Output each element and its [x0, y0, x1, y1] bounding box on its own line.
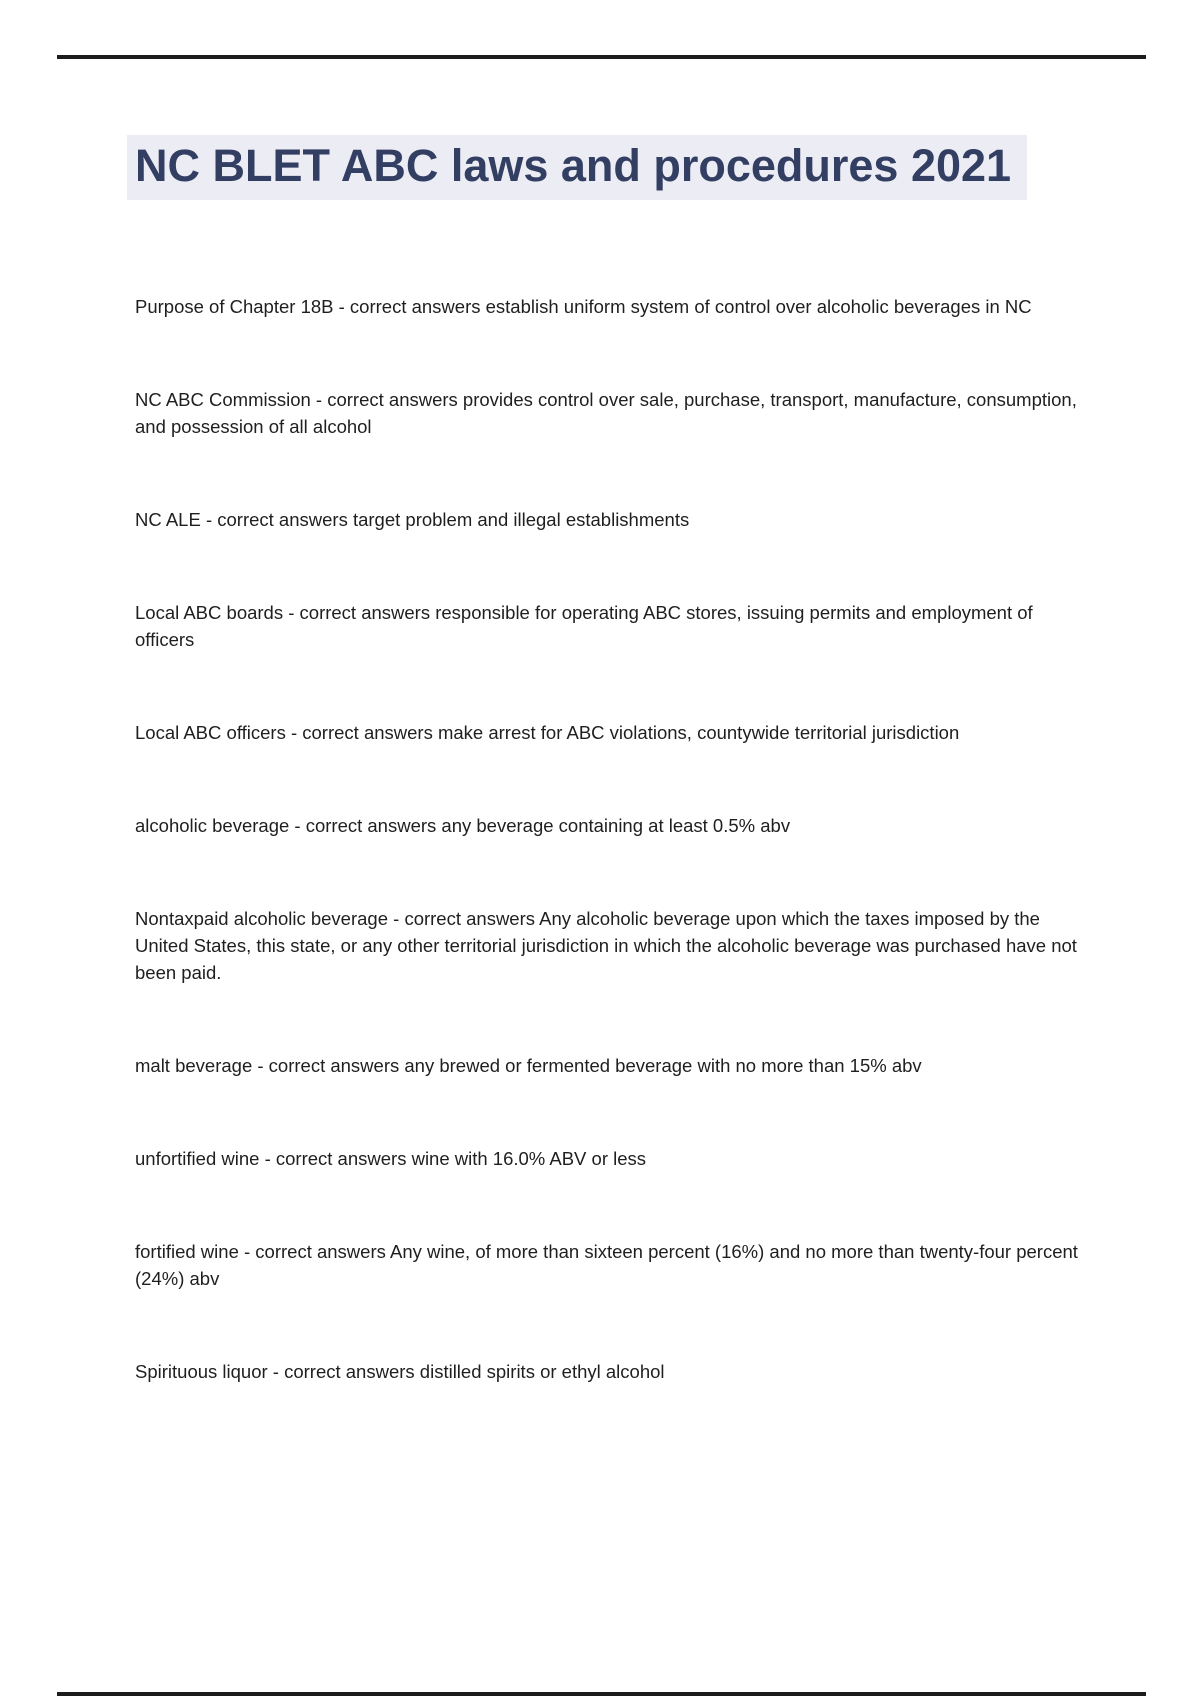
- qa-item: NC ABC Commission - correct answers provides control over sale, purchase, transport, manufacture, consumption, and possession of all alcohol: [135, 389, 1077, 437]
- qa-item: alcoholic beverage - correct answers any beverage containing at least 0.5% abv: [135, 815, 791, 836]
- qa-item: Nontaxpaid alcoholic beverage - correct answers Any alcoholic beverage upon which the taxes imposed by the United States, this state, or any other territorial jurisdiction in which the alcoholic beverage was purchased have not been paid.: [135, 908, 1077, 983]
- page-title: [135, 138, 1080, 194]
- qa-item: malt beverage - correct answers any brewed or fermented beverage with no more than 15% abv: [135, 1055, 922, 1076]
- qa-item: Spirituous liquor - correct answers distilled spirits or ethyl alcohol: [135, 1361, 665, 1382]
- qa-item: Local ABC boards - correct answers responsible for operating ABC stores, issuing permits and employment of officers: [135, 602, 1033, 650]
- qa-item: unfortified wine - correct answers wine with 16.0% ABV or less: [135, 1148, 647, 1169]
- qa-list: [135, 293, 1080, 1385]
- qa-item: fortified wine - correct answers Any wine, of more than sixteen percent (16%) and no more than twenty-four percent (24%) abv: [135, 1241, 1078, 1289]
- qa-item: Local ABC officers - correct answers make arrest for ABC violations, countywide territorial jurisdiction: [135, 722, 960, 743]
- qa-item: NC ALE - correct answers target problem and illegal establishments: [135, 509, 690, 530]
- bottom-rule: [57, 1692, 1146, 1696]
- top-rule: [57, 55, 1146, 59]
- qa-item: Purpose of Chapter 18B - correct answers establish uniform system of control over alcoholic beverages in NC: [135, 296, 1032, 317]
- document-content: [135, 138, 1080, 1451]
- page-title-highlight: NC BLET ABC laws and procedures 2021: [127, 135, 1027, 200]
